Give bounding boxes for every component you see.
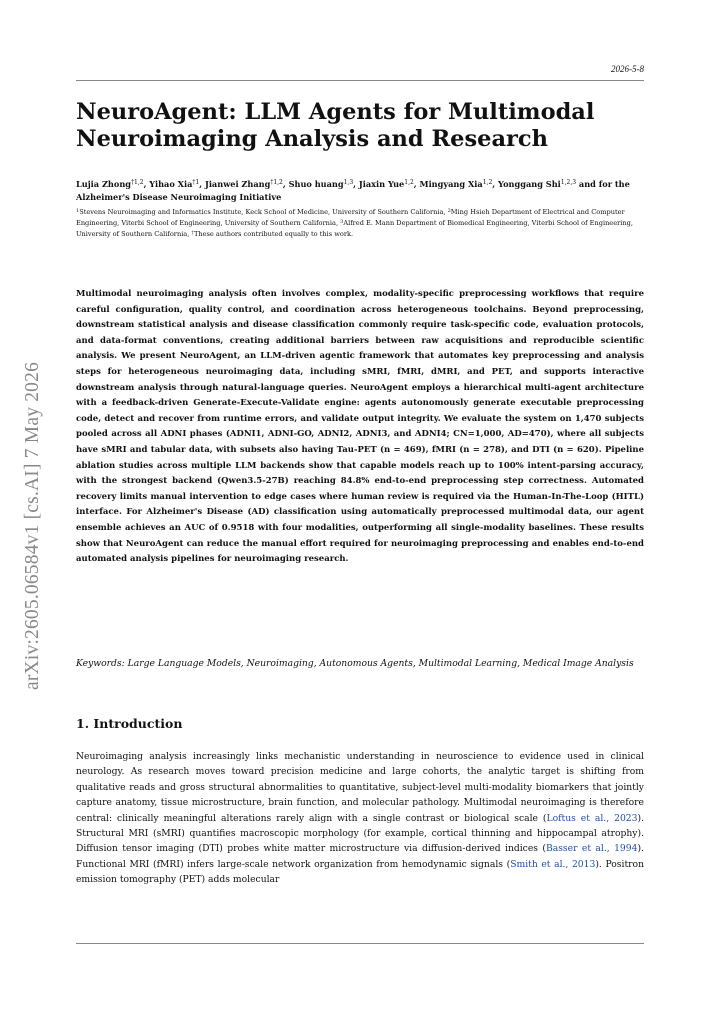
keywords-label: Keywords: (76, 658, 125, 669)
keywords-text: Large Language Models, Neuroimaging, Autonomous Agents, Multimodal Learning, Medical Image Analysis (127, 658, 634, 669)
intro-text: ). Structural MRI (sMRI) quantifies macroscopic morphology (for example, cortical thinning and hippocampal atrophy). Diffusion tensor imaging (DTI) probes white matter microstructure via diffusion-derived indices ( (76, 812, 645, 855)
author-marker: 1,2 (404, 179, 414, 186)
author: Lujia Zhong (76, 179, 132, 189)
keywords (76, 657, 644, 672)
author-list: Lujia Zhong$^{\dagger 1,2}$, Yihao Xia$^{\dagger 1}$, Jianwei Zhang$^{\dagger 1,2}$, Shuo huang$^{1,3}$, Jiaxin Yue$^{1,2}$, Mingyang Xia$^{1,2}$, Yonggang Shi$^{1,2,3}$ and for the Alzheimer's Disease Neuroimaging Initiative (76, 179, 630, 202)
affiliation: Ming Hsieh Department of Electrical and Computer Engineering, Viterbi School of Engineering, University of Southern California, (76, 208, 625, 228)
author: Jiaxin Yue (358, 179, 405, 189)
affiliations (76, 206, 644, 240)
citation-link[interactable]: Basser et al., 1994 (545, 843, 638, 855)
arxiv-stamp: arXiv:2605.06584v1 [cs.AI] 7 May 2026 (22, 361, 43, 690)
paper-title: NeuroAgent: LLM Agents for Multimodal Neuroimaging Analysis and Research (76, 99, 595, 152)
paper-date: 2026-5-8 (611, 64, 644, 74)
author-marker: †1,2 (131, 179, 144, 186)
intro-text: Neuroimaging analysis increasingly links mechanistic understanding in neuroscience to evidence used in clinical neurology. As research moves toward precision medicine and large cohorts, the analytic target is shifting from qualitative reads and gross structural abnormalities to quantitative, subject-level multi-modality biomarkers that jointly capture anatomy, tissue microstructure, brain function, and molecular pathology. Multimodal neuroimaging is therefore central: clinically meaningful alterations rarely align with a single contrast or biological scale ( (76, 751, 644, 824)
abstract: Multimodal neuroimaging analysis often involves complex, modality-specific preprocessing workflows that require careful configuration, quality control, and coordination across heterogeneous toolchains. Beyond preprocessing, downstream statistical analysis and disease classification commonly require task-specific code, evaluation protocols, and data-format conventions, creating additional barriers between raw acquisitions and reproducible scientific analysis. We present NeuroAgent, an LLM-driven agentic framework that automates key preprocessing and analysis steps for heterogeneous neuroimaging data, including sMRI, fMRI, dMRI, and PET, and supports interactive downstream analysis through natural-language queries. NeuroAgent employs a hierarchical multi-agent architecture with a feedback-driven Generate-Execute-Validate engine: agents autonomously generate executable preprocessing code, detect and recover from runtime errors, and validate output integrity. We evaluate the system on 1,470 subjects pooled across all ADNI phases (ADNI1, ADNI-GO, ADNI2, ADNI3, and ADNI4; CN=1,000, AD=470), where all subjects have sMRI and tabular data, with subsets also having Tau-PET (n = 469), fMRI (n = 278), and DTI (n = 620). Pipeline ablation studies across multiple LLM backends show that capable models reach up to 100% intent-parsing accuracy, with the strongest backend (Qwen3.5-27B) reaching 84.8% end-to-end preprocessing step correctness. Automated recovery limits manual intervention to edge cases where human review is required via the Human-In-The-Loop (HITL) interface. For Alzheimer's Disease (AD) classification using automatically preprocessed multimodal data, our agent ensemble achieves an AUC of 0.9518 with four modalities, outperforming all single-modality baselines. These results show that NeuroAgent can reduce the manual effort required for neuroimaging preprocessing and enables end-to-end automated analysis pipelines for neuroimaging research. (76, 289, 644, 565)
footer-rule (76, 943, 644, 944)
author: Shuo huang (288, 179, 344, 189)
author: Yihao Xia (149, 179, 193, 189)
affiliation-marker: 3 (340, 219, 344, 226)
author: Mingyang Xia (419, 179, 483, 189)
author-marker: 1,3 (343, 179, 354, 186)
affiliation-marker: 2 (447, 208, 451, 214)
affiliation: These authors contributed equally to this work. (193, 230, 354, 239)
author-marker: †1,2 (270, 179, 283, 186)
citation-link[interactable]: Loftus et al., 2023 (546, 812, 638, 824)
author: Jianwei Zhang (204, 179, 271, 189)
affiliation-marker: † (191, 230, 194, 237)
intro-text: ). Functional MRI (fMRI) infers large-scale network organization from hemodynamic signals ( (76, 843, 644, 870)
affiliation: Alfred E. Mann Department of Biomedical Engineering, Viterbi School of Engineering, University of Southern California, (76, 219, 633, 239)
author-marker: 1,2 (482, 179, 493, 186)
author-suffix: and for the Alzheimer's Disease Neuroimaging Initiative (76, 179, 630, 202)
citation-link[interactable]: Smith et al., 2013 (510, 858, 596, 870)
section-heading-introduction: 1. Introduction (76, 716, 183, 731)
intro-text: ). Positron emission tomography (PET) adds molecular (76, 858, 644, 886)
affiliation: Stevens Neuroimaging and Informatics Institute, Keck School of Medicine, University of Southern California, (79, 208, 448, 216)
author: Yonggang Shi (497, 179, 561, 189)
introduction-paragraph (76, 749, 644, 888)
affiliation-marker: 1 (76, 208, 80, 214)
author-marker: 1,2,3 (560, 179, 577, 186)
header-rule (76, 80, 644, 81)
author-marker: †1 (192, 179, 200, 186)
